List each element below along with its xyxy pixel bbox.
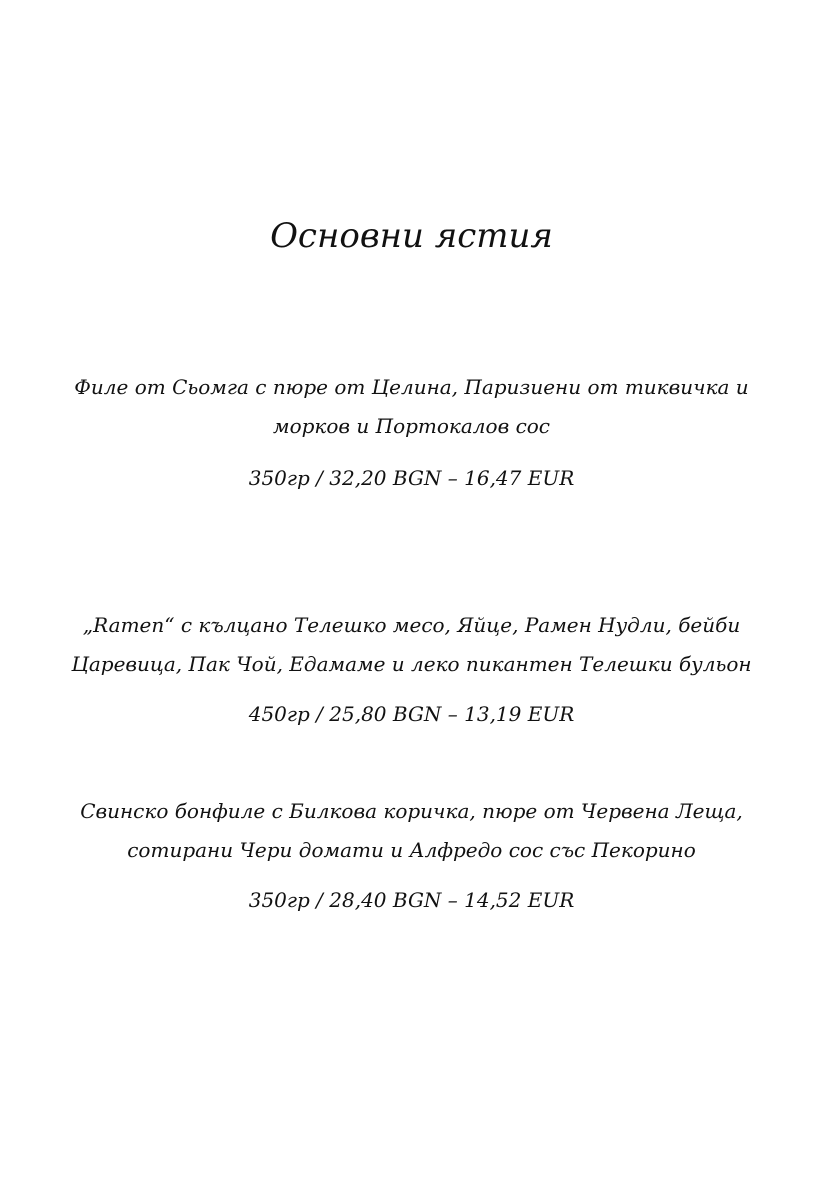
dish-price: 350гр / 32,20 BGN – 16,47 EUR	[248, 466, 575, 490]
menu-item	[40, 606, 783, 726]
dish-description	[40, 792, 783, 870]
dish-description-line: сотирани Чери домати и Алфредо сос със Пекорино	[127, 838, 696, 862]
menu-item	[40, 368, 783, 490]
dish-description-line: морков и Портокалов сос	[272, 414, 551, 438]
dish-description	[40, 368, 783, 446]
dish-price: 350гр / 28,40 BGN – 14,52 EUR	[248, 888, 575, 912]
page-title: Основни ястия	[270, 216, 553, 256]
dish-description-line: „Ramen“ с кълцано Телешко месо, Яйце, Рамен Нудли, бейби	[82, 613, 741, 637]
dish-description	[40, 606, 783, 684]
dish-description-line: Свинско бонфиле с Билкова коричка, пюре от Червена Леща,	[80, 799, 743, 823]
menu-item	[40, 792, 783, 912]
dish-description-line: Филе от Сьомга с пюре от Целина, Паризиени от тиквичка и	[74, 375, 749, 399]
dish-description-line: Царевица, Пак Чой, Едамаме и леко пикантен Телешки бульон	[71, 652, 752, 676]
dish-price: 450гр / 25,80 BGN – 13,19 EUR	[248, 702, 575, 726]
